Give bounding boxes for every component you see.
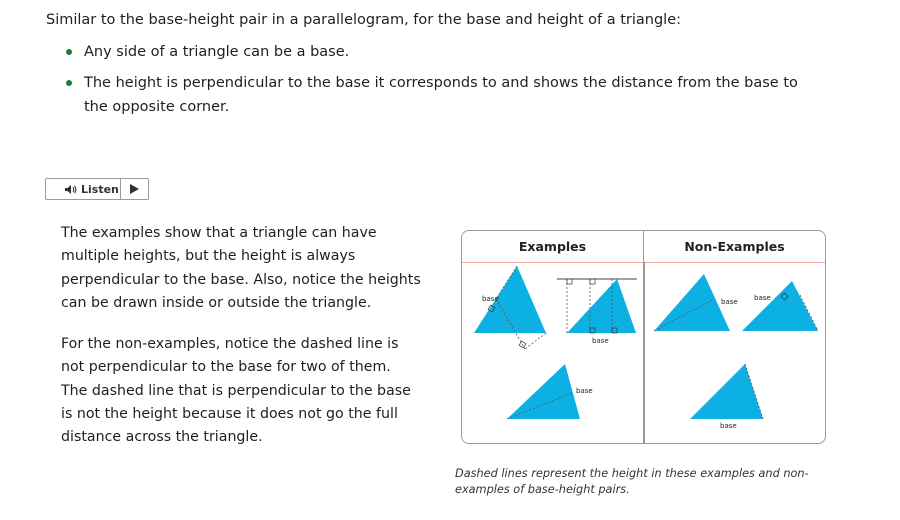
example-1-base-label: base [482,295,499,303]
bullet-list [64,40,824,126]
non-example-2-base-label: base [754,294,771,302]
listen-control [45,178,149,200]
example-3-base-label: base [576,387,593,395]
non-example-triangle-3 [690,364,763,430]
non-example-triangle-1 [654,274,738,331]
bullet-item [64,40,824,64]
listen-label: Listen [81,182,119,196]
example-2-base-label: base [592,337,609,345]
non-example-paragraph: For the non-examples, notice the dashed line is not perpendicular to the base for two of them. The dashed line that is perpendicular to the base is not the height because it does not go the full distance across the triangle. [61,336,411,446]
play-button[interactable] [121,179,148,199]
bullet-dot-icon [66,80,72,86]
bullet-text: The height is perpendicular to the base it corresponds to and shows the distance from the base to the opposite corner. [84,75,798,115]
examples-figure [461,230,826,444]
triangles-drawing [462,231,824,442]
example-triangle-3 [507,364,593,419]
non-example-1-base-label: base [721,298,738,306]
non-examples-header: Non-Examples [684,239,785,254]
bullet-item [64,71,824,119]
example-triangle-1 [474,266,546,349]
intro-text: Similar to the base-height pair in a parallelogram, for the base and height of a triangle: [46,12,681,28]
figure-caption: Dashed lines represent the height in these examples and non-examples of base-height pairs. [455,467,809,496]
non-example-triangle-2 [742,281,818,331]
speaker-icon [64,184,77,195]
bullet-text: Any side of a triangle can be a base. [84,44,350,60]
play-icon [130,184,139,194]
listen-button[interactable] [46,179,121,199]
examples-header: Examples [462,231,644,262]
bullet-dot-icon [66,49,72,55]
example-triangle-2 [557,279,637,345]
explanation-paragraph: The examples show that a triangle can have multiple heights, but the height is always perpendicular to the base. Also, notice the heights can be drawn inside or outside the triangle. [61,225,421,311]
non-example-3-base-label: base [720,422,737,430]
